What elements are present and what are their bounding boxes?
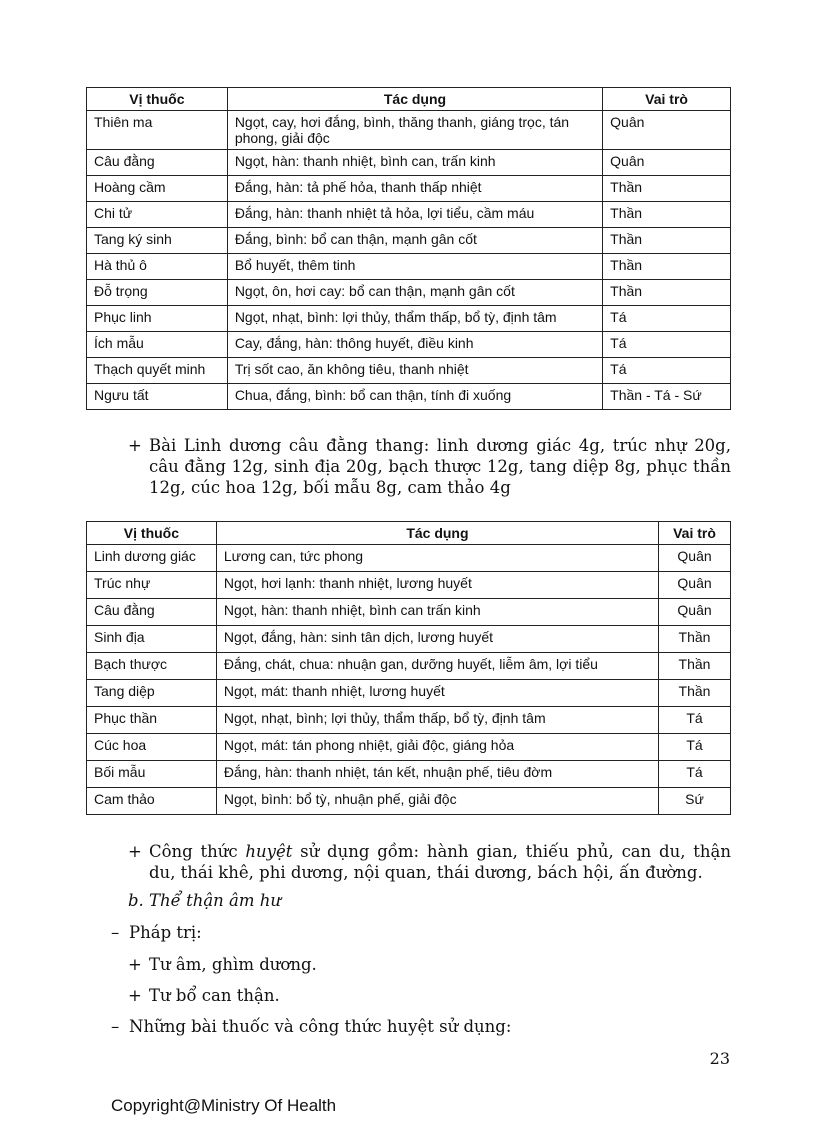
column-header: Vai trò: [603, 88, 731, 111]
herb-name-cell: Đỗ trọng: [87, 280, 228, 306]
effect-cell: Đắng, chát, chua: nhuận gan, dưỡng huyết, liễm âm, lợi tiểu: [216, 653, 658, 680]
herb-name-cell: Tang ký sinh: [87, 228, 228, 254]
role-cell: Thần: [603, 176, 731, 202]
role-cell: Thần: [659, 653, 731, 680]
role-cell: Tá: [603, 306, 731, 332]
column-header: Vị thuốc: [87, 88, 228, 111]
table-row: [87, 626, 731, 653]
effect-cell: Bổ huyết, thêm tinh: [227, 254, 602, 280]
table-row: [87, 332, 731, 358]
effect-cell: Đắng, hàn: tả phế hỏa, thanh thấp nhiệt: [227, 176, 602, 202]
table-row: [87, 254, 731, 280]
effect-cell: Ngọt, mát: thanh nhiệt, lương huyết: [216, 680, 658, 707]
role-cell: Sứ: [659, 788, 731, 815]
effect-cell: Ngọt, ôn, hơi cay: bổ can thận, mạnh gân cốt: [227, 280, 602, 306]
role-cell: Thần: [603, 228, 731, 254]
effect-cell: Lương can, tức phong: [216, 545, 658, 572]
role-cell: Quân: [659, 599, 731, 626]
effect-cell: Ngọt, hơi lạnh: thanh nhiệt, lương huyết: [216, 572, 658, 599]
role-cell: Thần: [659, 626, 731, 653]
formula-text: Bài Linh dương câu đằng thang: linh dương giác 4g, trúc nhự 20g, câu đằng 12g, sinh địa 20g, bạch thược 12g, tang diệp 8g, phục thần 12g, cúc hoa 12g, bối mẫu 8g, cam thảo 4g: [149, 436, 731, 497]
dash-text: Pháp trị:: [129, 923, 202, 942]
table-row: [87, 761, 731, 788]
herb-name-cell: Cúc hoa: [87, 734, 217, 761]
text-segment: sử dụng gồm: hành gian, thiếu phủ, can du, thận du, thái khê, phi dương, nội quan, thái dương, bách hội, ấn đường.: [149, 842, 731, 882]
herb-name-cell: Thiên ma: [87, 111, 228, 150]
effect-cell: Ngọt, hàn: thanh nhiệt, bình can, trấn kinh: [227, 150, 602, 176]
herb-name-cell: Trúc nhự: [87, 572, 217, 599]
effect-cell: Ngọt, nhạt, bình; lợi thủy, thẩm thấp, bổ tỳ, định tâm: [216, 707, 658, 734]
plus-bullet: +: [128, 842, 142, 861]
effect-cell: Đắng, bình: bổ can thận, mạnh gân cốt: [227, 228, 602, 254]
plus-bullet: +: [128, 436, 142, 455]
herb-name-cell: Linh dương giác: [87, 545, 217, 572]
table-row: [87, 358, 731, 384]
herb-name-cell: Hoàng cầm: [87, 176, 228, 202]
table-row: [87, 176, 731, 202]
role-cell: Tá: [659, 707, 731, 734]
italic-term: huyệt: [245, 842, 293, 861]
table-row: [87, 599, 731, 626]
herb-name-cell: Tang diệp: [87, 680, 217, 707]
effect-cell: Ngọt, cay, hơi đắng, bình, thăng thanh, giáng trọc, tán phong, giải độc: [227, 111, 602, 150]
effect-cell: Đắng, hàn: thanh nhiệt, tán kết, nhuận phế, tiêu đờm: [216, 761, 658, 788]
table-row: [87, 111, 731, 150]
sub-item-text: Tư bổ can thận.: [149, 986, 280, 1005]
herb-name-cell: Ích mẫu: [87, 332, 228, 358]
sub-item-text: Tư âm, ghìm dương.: [149, 955, 317, 974]
role-cell: Thần - Tá - Sứ: [603, 384, 731, 410]
table-row: [87, 545, 731, 572]
herb-name-cell: Câu đằng: [87, 150, 228, 176]
role-cell: Thần: [659, 680, 731, 707]
table-row: [87, 280, 731, 306]
table-header-row: [87, 88, 731, 111]
effect-cell: Đắng, hàn: thanh nhiệt tả hỏa, lợi tiểu, cầm máu: [227, 202, 602, 228]
dash-bullet: –: [111, 923, 120, 942]
column-header: Tác dụng: [216, 522, 658, 545]
herb-table-1: [86, 87, 731, 410]
herb-name-cell: Phục thần: [87, 707, 217, 734]
role-cell: Quân: [603, 150, 731, 176]
table-row: [87, 680, 731, 707]
herb-table-2: [86, 521, 731, 815]
acupoint-text: [149, 841, 731, 883]
herb-name-cell: Thạch quyết minh: [87, 358, 228, 384]
table-row: [87, 228, 731, 254]
herb-name-cell: Câu đằng: [87, 599, 217, 626]
role-cell: Quân: [659, 545, 731, 572]
effect-cell: Ngọt, nhạt, bình: lợi thủy, thẩm thấp, bổ tỳ, định tâm: [227, 306, 602, 332]
role-cell: Thần: [603, 202, 731, 228]
role-cell: Tá: [603, 332, 731, 358]
herb-name-cell: Hà thủ ô: [87, 254, 228, 280]
column-header: Vai trò: [659, 522, 731, 545]
herb-name-cell: Sinh địa: [87, 626, 217, 653]
table-row: [87, 384, 731, 410]
effect-cell: Trị sốt cao, ăn không tiêu, thanh nhiệt: [227, 358, 602, 384]
plus-bullet: +: [128, 986, 142, 1005]
text-segment: Công thức: [149, 842, 246, 861]
role-cell: Thần: [603, 280, 731, 306]
table-row: [87, 306, 731, 332]
column-header: Vị thuốc: [87, 522, 217, 545]
effect-cell: Ngọt, hàn: thanh nhiệt, bình can trấn kinh: [216, 599, 658, 626]
effect-cell: Ngọt, đắng, hàn: sinh tân dịch, lương huyết: [216, 626, 658, 653]
table-row: [87, 788, 731, 815]
role-cell: Tá: [659, 761, 731, 788]
table-row: [87, 572, 731, 599]
table-row: [87, 734, 731, 761]
herb-name-cell: Phục linh: [87, 306, 228, 332]
plus-bullet: +: [128, 955, 142, 974]
role-cell: Quân: [659, 572, 731, 599]
dash-text: Những bài thuốc và công thức huyệt sử dụng:: [129, 1017, 512, 1036]
copyright-footer: Copyright@Ministry Of Health: [111, 1096, 337, 1115]
table-row: [87, 150, 731, 176]
table-row: [87, 653, 731, 680]
table-row: [87, 202, 731, 228]
effect-cell: Ngọt, mát: tán phong nhiệt, giải độc, giáng hỏa: [216, 734, 658, 761]
role-cell: Thần: [603, 254, 731, 280]
role-cell: Quân: [603, 111, 731, 150]
table-row: [87, 707, 731, 734]
section-heading: b. Thể thận âm hư: [128, 891, 282, 910]
table-header-row: [87, 522, 731, 545]
herb-name-cell: Chi tử: [87, 202, 228, 228]
herb-name-cell: Bạch thược: [87, 653, 217, 680]
effect-cell: Cay, đắng, hàn: thông huyết, điều kinh: [227, 332, 602, 358]
column-header: Tác dụng: [227, 88, 602, 111]
role-cell: Tá: [603, 358, 731, 384]
effect-cell: Ngọt, bình: bổ tỳ, nhuận phế, giải độc: [216, 788, 658, 815]
dash-bullet: –: [111, 1017, 120, 1036]
effect-cell: Chua, đắng, bình: bổ can thận, tính đi xuống: [227, 384, 602, 410]
herb-name-cell: Cam thảo: [87, 788, 217, 815]
role-cell: Tá: [659, 734, 731, 761]
page-number: 23: [709, 1049, 730, 1068]
herb-name-cell: Bối mẫu: [87, 761, 217, 788]
herb-name-cell: Ngưu tất: [87, 384, 228, 410]
